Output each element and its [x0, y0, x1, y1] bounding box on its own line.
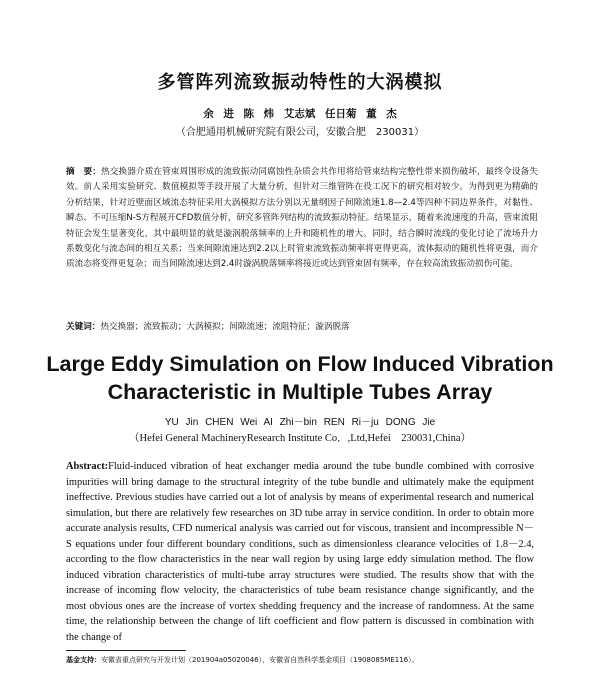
chinese-abstract	[66, 165, 538, 273]
english-abstract-text: Fluid-induced vibration of heat exchanger media around the tube bundle combined with corrosive impurities will bring damage to the structural integrity of the tube bundle and ultimately make the equipment ineffective. Previous studies have carried out a lot of analysis by means of experimental research and numerical simulation, but there are relatively few researches on 3D tube array in service condition. In order to obtain more accurate analysis results, CFD numerical analysis was carried out for viscous, transient and incompressible N－S equations under four different boundary conditions, such as dimensionless clearance velocities of 1.8－2.4, according to the flow characteristics in the near wall region by using large eddy simulation method. The flow induced vibration characteristics of multi-tube array structures were studied. The results show that with the increase of incoming flow velocity, the characteristics of tube beam resistance change significantly, and the most obvious ones are the increase of vortex shedding frequency and the increase of randomness. At the same time, the relationship between the change of lift coefficient and flow pattern is discussed in combination with the change of	[66, 461, 534, 643]
english-title-line-1: Large Eddy Simulation on Flow Induced Vibration	[46, 352, 554, 376]
chinese-authors: 余 进 陈 炜 艾志斌 任日菊 董 杰	[203, 108, 397, 120]
english-authors: YU Jin CHEN Wei AI Zhi－bin REN Ri－ju DONG Jie	[164, 417, 436, 428]
english-abstract	[66, 459, 534, 645]
chinese-abstract-label: 摘 要：	[66, 167, 101, 177]
chinese-title: 多管阵列流致振动特性的大涡模拟	[157, 72, 443, 93]
footnote-divider	[66, 650, 186, 651]
chinese-abstract-text: 热交换器介质在管束周围形成的流致振动同腐蚀性杂质会共作用将给管束结构完整性带来损伤破坏，最终令设备失效。前人采用实验研究、数值模拟等手段开展了大量分析，但针对三维管阵在役工况下的研究相对较少。为得到更为精确的分析结果，针对近壁面区域流态特征采用大涡模拟方法分别以无量纲因子间隙流速1.8—2.4等四种不同边界条件，对黏性、瞬态、不可压缩N-S方程展开CFD数值分析，研究多管阵列结构的流致振动特征。结果显示，随着来流速度的升高，管束流阻特征会发生显著变化，其中最明显的就是漩涡脱落频率的上升和随机性的增大。同时，结合瞬时流线的变化讨论了流场升力系数变化与流态间的相互关系；当来间隙流速达到2.2以上时管束流致振动频率将更得更高，流体振动的随机性将更强，而介质流态将变得更复杂；而当间隙流速达到2.4时漩涡脱落频率将接近或达到管束固有频率，存在较高流致振动损伤可能。	[66, 167, 538, 270]
english-affiliation: （Hefei General MachineryResearch Institute Co．,Ltd,Hefei 230031,China）	[128, 433, 472, 444]
chinese-keywords-text: 热交换器；流致振动；大涡模拟；间隙流速；流阻特征；漩涡脱落	[100, 322, 350, 332]
funding-label: 基金支持：	[66, 656, 101, 664]
funding-text: 安徽省重点研究与开发计划（201904a05020046），安徽省自然科学基金项目（1908085ME116）。	[101, 656, 419, 664]
chinese-affiliation: （合肥通用机械研究院有限公司，安徽合肥 230031）	[175, 127, 425, 138]
english-title	[0, 350, 600, 406]
chinese-keywords	[66, 320, 538, 334]
funding-footnote	[66, 655, 536, 665]
english-title-line-2: Characteristic in Multiple Tubes Array	[107, 380, 493, 404]
english-abstract-label: Abstract:	[66, 461, 109, 472]
chinese-keywords-label: 关键词：	[66, 322, 101, 332]
